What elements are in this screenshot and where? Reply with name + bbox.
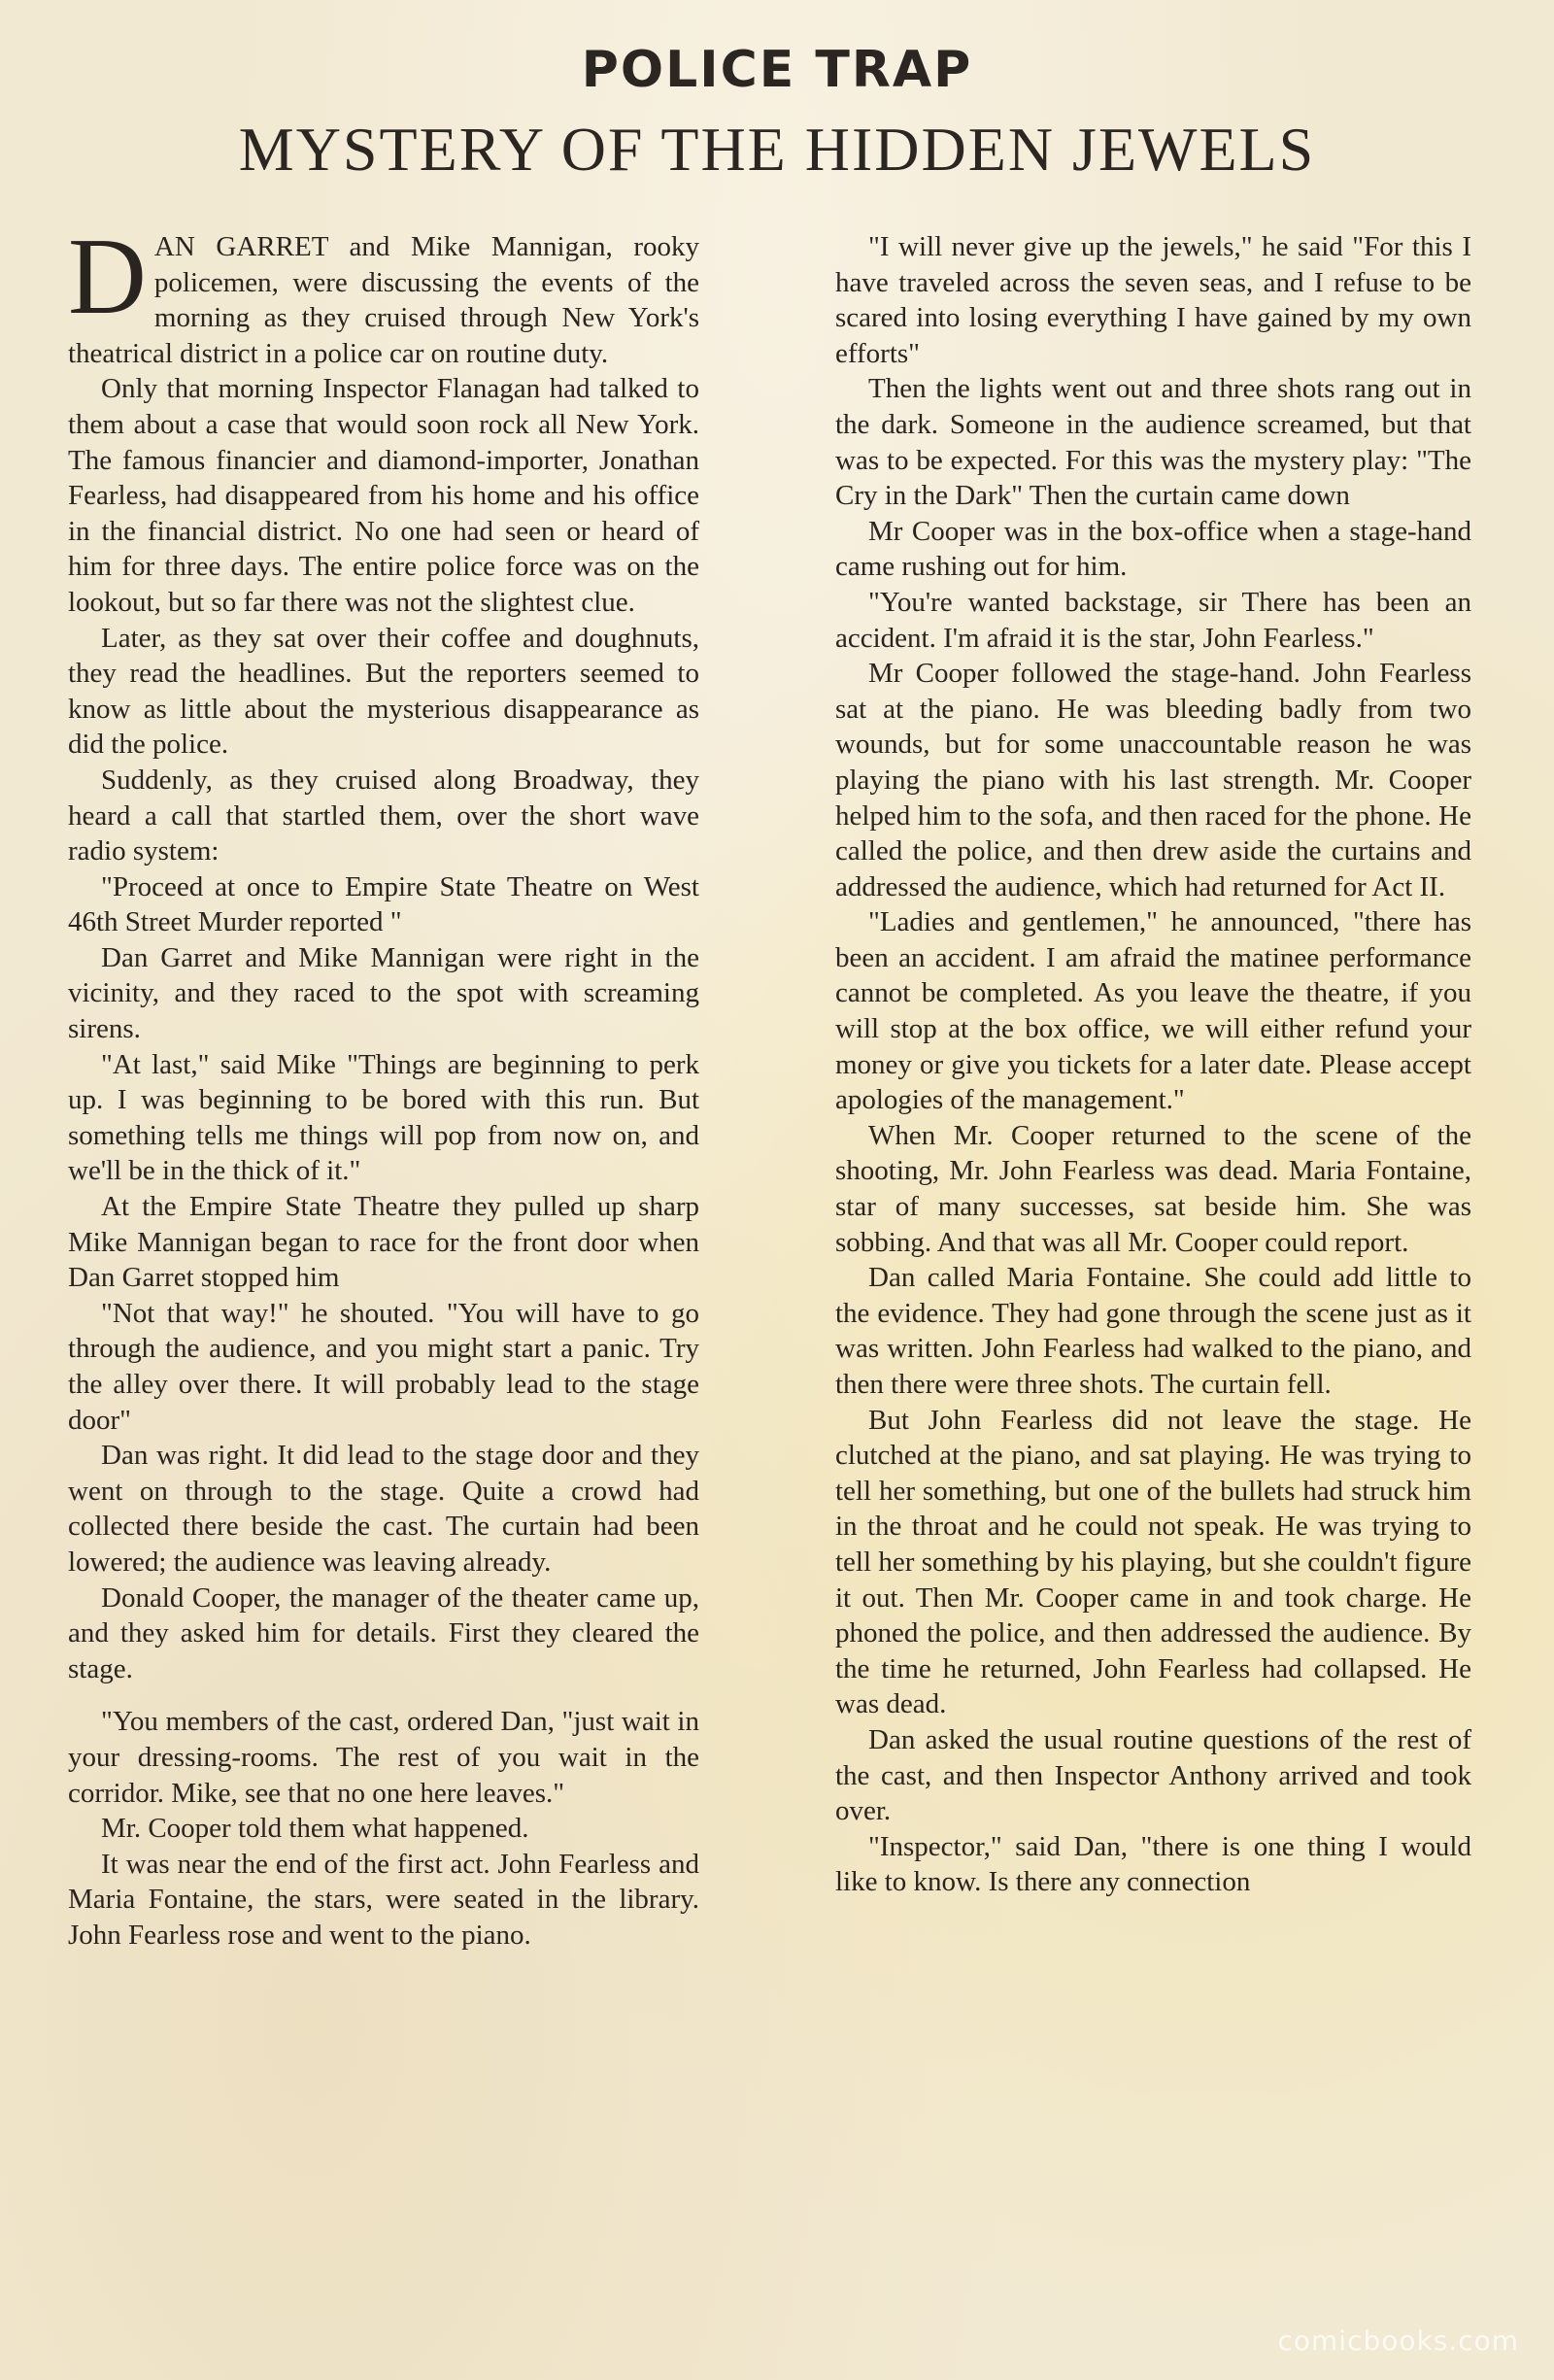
paragraph: Mr Cooper followed the stage-hand. John Fearless sat at the piano. He was bleeding badly from two wounds, but for some unaccountable reason he was playing the piano with his last strength. Mr. Cooper helped him to the sofa, and then raced for the phone. He called the police, and then drew aside the curtains and addressed the audience, which had returned for Act II. <box>835 658 1471 902</box>
paragraph: Dan called Maria Fontaine. She could add little to the evidence. They had gone through the scene just as it was written. John Fearless had walked to the piano, and then there were three shots. The curtain fell. <box>835 1262 1471 1400</box>
paragraph: Donald Cooper, the manager of the theater came up, and they asked him for details. First they cleared the stage. <box>68 1581 699 1684</box>
paragraph: Dan Garret and Mike Mannigan were right in the vicinity, and they raced to the spot with screaming sirens. <box>68 941 699 1045</box>
paragraph <box>68 217 699 371</box>
series-title: POLICE TRAP <box>581 41 973 99</box>
paragraph: "Ladies and gentlemen," he announced, "there has been an accident. I am afraid the matinee performance cannot be completed. As you leave the theatre, if you will stop at the box office, we will either refund your money or give you tickets for a later date. Please accept apologies of the management." <box>835 906 1471 1116</box>
left-column <box>68 217 699 1954</box>
right-column <box>835 229 1471 1900</box>
paragraph-text: AN GARRET and Mike Mannigan, rooky policemen, were discussing the events of the morning as they cruised through New York's theatrical district in a police car on routine duty. <box>68 231 699 369</box>
paragraph: Dan was right. It did lead to the stage door and they went on through to the stage. Quite a crowd had collected there beside the cast. The curtain had been lowered; the audience was leaving already. <box>68 1440 699 1578</box>
paragraph: "At last," said Mike "Things are beginning to perk up. I was beginning to be bored with this run. But something tells me things will pop from now on, and we'll be in the thick of it." <box>68 1048 699 1187</box>
paragraph: "You members of the cast, ordered Dan, "just wait in your dressing-rooms. The rest of you wait in the corridor. Mike, see that no one here leaves." <box>68 1706 699 1809</box>
paragraph: "Not that way!" he shouted. "You will have to go through the audience, and you might start a panic. Try the alley over there. It will probably lead to the stage door" <box>68 1297 699 1436</box>
paragraph: "Inspector," said Dan, "there is one thing I would like to know. Is there any connection <box>835 1830 1471 1898</box>
paragraph: "You're wanted backstage, sir There has been an accident. I'm afraid it is the star, John Fearless." <box>835 586 1471 654</box>
paragraph: Mr. Cooper told them what happened. <box>101 1813 529 1845</box>
story-title: MYSTERY OF THE HIDDEN JEWELS <box>238 115 1316 184</box>
paragraph: Later, as they sat over their coffee and doughnuts, they read the headlines. But the reporters seemed to know as little about the mysterious disappearance as did the police. <box>68 622 699 761</box>
paragraph: "Proceed at once to Empire State Theatre on West 46th Street Murder reported " <box>68 870 699 938</box>
drop-cap: D <box>68 217 147 337</box>
paragraph: Suddenly, as they cruised along Broadway, they heard a call that startled them, over the short wave radio system: <box>68 764 699 867</box>
paragraph: It was near the end of the first act. John Fearless and Maria Fontaine, the stars, were seated in the library. John Fearless rose and went to the piano. <box>68 1848 699 1951</box>
paragraph: When Mr. Cooper returned to the scene of the shooting, Mr. John Fearless was dead. Maria Fontaine, star of many successes, sat beside him. She was sobbing. And that was all Mr. Cooper could report. <box>835 1119 1471 1258</box>
paragraph: Only that morning Inspector Flanagan had talked to them about a case that would soon rock all New York. The famous financier and diamond-importer, Jonathan Fearless, had disappeared from his home and his office in the financial district. No one had seen or heard of him for three days. The entire police force was on the lookout, but so far there was not the slightest clue. <box>68 373 699 618</box>
watermark-text: comicbooks.com <box>1277 2325 1519 2357</box>
page-header <box>0 39 1554 188</box>
paragraph: "I will never give up the jewels," he said "For this I have traveled across the seven seas, and I refuse to be scared into losing everything I have gained by my own efforts" <box>835 231 1471 369</box>
paragraph: At the Empire State Theatre they pulled up sharp Mike Mannigan began to race for the front door when Dan Garret stopped him <box>68 1191 699 1294</box>
paragraph: Dan asked the usual routine questions of the rest of the cast, and then Inspector Anthony arrived and took over. <box>835 1723 1471 1827</box>
paragraph: Mr Cooper was in the box-office when a stage-hand came rushing out for him. <box>835 515 1471 583</box>
paragraph: Then the lights went out and three shots rang out in the dark. Someone in the audience screamed, but that was to be expected. For this was the mystery play: "The Cry in the Dark" Then the curtain came down <box>835 373 1471 512</box>
paragraph: But John Fearless did not leave the stage. He clutched at the piano, and sat playing. He was trying to tell her something, but one of the bullets had struck him in the throat and he could not speak. He was trying to tell her something by his playing, but she couldn't figure it out. Then Mr. Cooper came in and took charge. He phoned the police, and then addressed the audience. By the time he returned, John Fearless had collapsed. He was dead. <box>835 1404 1471 1720</box>
